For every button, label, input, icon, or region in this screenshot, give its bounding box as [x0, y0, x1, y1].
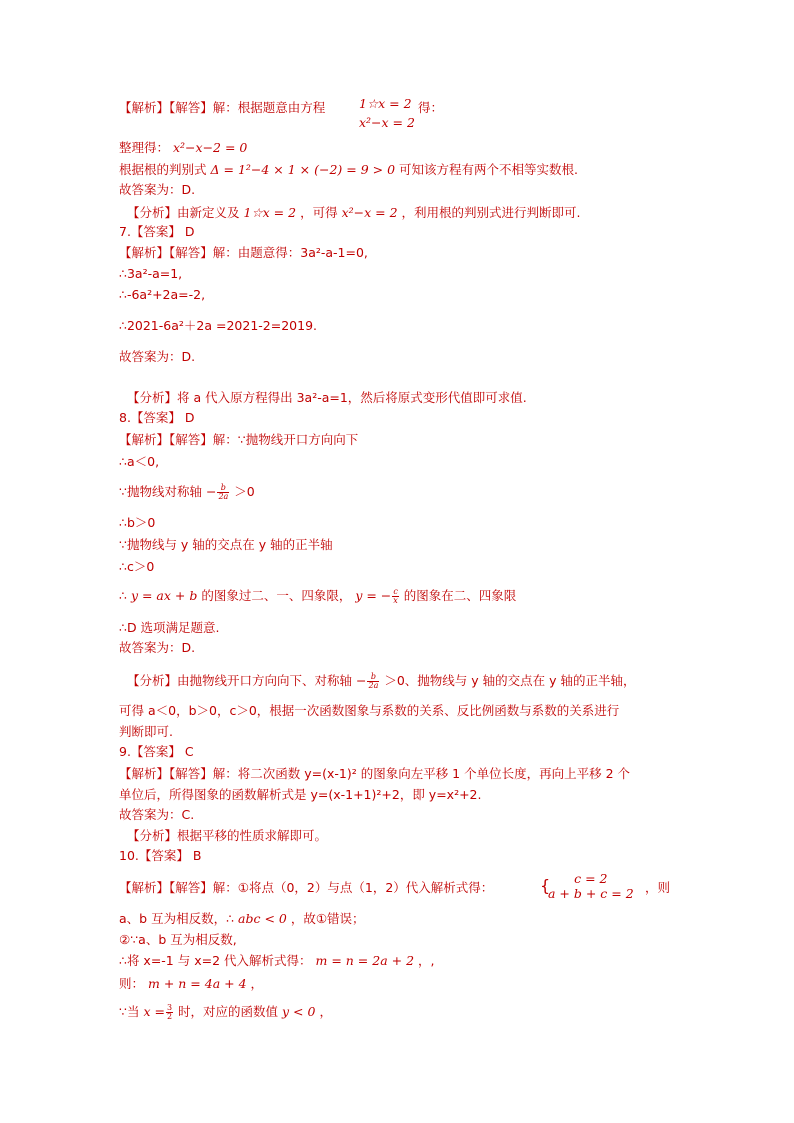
q8-step2-frac [217, 484, 229, 501]
q8-fenxi-lead: 【分析】由抛物线开口方向向下、对称轴 [127, 673, 353, 688]
q8-answer-head: 8.【答案】 D [119, 410, 195, 425]
q7-answer-head: 7.【答案】 D [119, 224, 195, 239]
q6-fenxi-line [127, 205, 581, 221]
q6-analysis-line [119, 100, 325, 116]
q6-fenxi-eq1: 1☆x = 2 [243, 205, 297, 220]
q8-step6-line [119, 588, 516, 605]
q9-answer-line: 故答案为：C. [119, 807, 195, 822]
q10-line4-end: ，, [418, 953, 435, 968]
q6-fenxi-eq2: x²−x = 2 [341, 205, 398, 220]
q8-fenxi-frac [367, 673, 379, 690]
q8-step2-end: ＞0 [234, 484, 255, 499]
q8-step4: ∵抛物线与 y 轴的交点在 y 轴的正半轴 [119, 537, 333, 552]
q10-line2-end: ，故①错误； [290, 911, 365, 926]
q8-step2-frac-num: b [217, 484, 229, 493]
q6-analysis-end: 得： [418, 100, 444, 115]
q10-line4 [119, 953, 435, 969]
q10-line5-lead: 则： [119, 976, 145, 991]
q6-eq-top: 1☆x = 2 [359, 96, 412, 111]
q8-step2-lead: ∵抛物线对称轴 [119, 484, 202, 499]
q8-step3: ∴b＞0 [119, 515, 156, 530]
q10-line6-lead: ∵当 [119, 1004, 140, 1019]
q8-fenxi-line3: 判断即可. [119, 724, 173, 739]
q10-sys-top: c = 2 [574, 871, 608, 886]
q6-fenxi-lead: 【分析】由新定义及 [127, 205, 240, 220]
q10-line6-frac [166, 1004, 173, 1021]
q10-line6-frac-den: 2 [166, 1012, 173, 1021]
q10-line6-frac-num: 3 [166, 1003, 173, 1012]
q6-disc-lead: 根据根的判别式 [119, 162, 207, 177]
q10-line2-eq: abc < 0 [238, 911, 287, 926]
q10-line4-lead: ∴将 x=-1 与 x=2 代入解析式得： [119, 953, 312, 968]
q8-step1: ∴a＜0, [119, 454, 160, 469]
q8-step6-lead: ∴ [119, 588, 127, 603]
q8-fenxi-end: ＞0、抛物线与 y 轴的交点在 y 轴的正半轴， [384, 673, 636, 688]
q9-analysis-line2: 单位后，所得图象的函数解析式是 y=(x-1+1)²+2，即 y=x²+2. [119, 787, 482, 802]
q6-tidy-eq: x²−x−2 = 0 [173, 140, 248, 155]
q8-step6-frac-den: x [393, 596, 398, 605]
q10-analysis-end: ，则 [645, 880, 671, 895]
q8-step6-end: 的图象在二、四象限 [403, 588, 517, 603]
q10-line2-lead: a、b 互为相反数，∴ [119, 911, 235, 926]
q10-line5-end: ， [250, 976, 264, 991]
q7-step3: ∴2021-6a²＋2a =2021-2=2019. [119, 318, 317, 333]
q10-equation-system [548, 871, 634, 901]
q6-eq-bottom: x²−x = 2 [359, 115, 415, 130]
q8-step7: ∴D 选项满足题意. [119, 620, 220, 635]
q10-sys-bottom: a + b + c = 2 [548, 886, 634, 901]
q8-step6-frac-num: c [393, 587, 398, 596]
q10-answer-head: 10.【答案】 B [119, 848, 202, 863]
q6-equation-system [359, 96, 415, 130]
q8-step2-frac-den: 2a [218, 492, 229, 501]
q8-fenxi-frac-num: b [367, 673, 379, 682]
q6-tidy-line [119, 140, 247, 156]
q8-step5: ∴c＞0 [119, 559, 155, 574]
q10-line6-mid: 时，对应的函数值 [178, 1004, 279, 1019]
q6-disc-end: 可知该方程有两个不相等实数根. [399, 162, 579, 177]
q8-step6-frac [392, 588, 399, 605]
q6-fenxi-mid: ，可得 [300, 205, 338, 220]
q7-analysis-lead: 【解析】【解答】解：由题意得：3a²-a-1=0, [119, 245, 368, 260]
q10-line6-eq-lhs: x = [143, 1004, 165, 1019]
q7-step1: ∴3a²-a=1, [119, 266, 183, 281]
q7-answer-line: 故答案为：D. [119, 349, 196, 364]
minus-sign: − [205, 484, 217, 499]
q8-step6-eq1: y = ax + b [130, 588, 198, 603]
q6-fenxi-end: ，利用根的判别式进行判断即可. [401, 205, 581, 220]
q9-analysis-line1: 【解析】【解答】解：将二次函数 y=(x-1)² 的图象向左平移 1 个单位长度，再向上平移 2 个 [119, 766, 630, 781]
q9-answer-head: 9.【答案】 C [119, 744, 194, 759]
q8-fenxi-frac-den: 2a [368, 681, 379, 690]
minus-sign: − [356, 673, 367, 688]
q8-step6-eq2-lhs: y = − [355, 588, 392, 603]
q8-step2-line [119, 484, 255, 501]
q10-line6-end: ， [319, 1004, 332, 1019]
q10-line3: ②∵a、b 互为相反数, [119, 932, 237, 947]
q10-line2 [119, 911, 365, 927]
q6-answer-line: 故答案为：D. [119, 182, 196, 197]
q10-line6 [119, 1004, 332, 1021]
q7-fenxi: 【分析】将 a 代入原方程得出 3a²-a=1，然后将原式变形代值即可求值. [127, 390, 527, 405]
q7-step2: ∴-6a²+2a=-2, [119, 287, 206, 302]
q10-line6-eq2: y < 0 [282, 1004, 316, 1019]
q8-fenxi-line1 [127, 673, 635, 690]
q6-disc-line [119, 162, 578, 178]
q8-fenxi-line2: 可得 a＜0，b＞0，c＞0，根据一次函数图象与系数的关系、反比例函数与系数的关系进行 [119, 703, 620, 718]
q9-fenxi: 【分析】根据平移的性质求解即可。 [127, 828, 328, 843]
q10-line5 [119, 976, 263, 992]
q10-analysis-lead: 【解析】【解答】解：①将点（0，2）与点（1，2）代入解析式得： [119, 880, 494, 895]
q10-line4-eq: m = n = 2a + 2 [315, 953, 415, 968]
q6-tidy-label: 整理得： [119, 140, 170, 155]
q8-step6-mid: 的图象过二、一、四象限， [201, 588, 352, 603]
q10-brace: { [540, 876, 551, 895]
q10-line5-eq: m + n = 4a + 4 [148, 976, 247, 991]
q8-answer-line: 故答案为：D. [119, 640, 196, 655]
q6-disc-eq: Δ = 1²−4 × 1 × (−2) = 9 > 0 [210, 162, 396, 177]
q6-analysis-lead: 【解析】【解答】解：根据题意由方程 [119, 100, 326, 115]
q8-analysis-lead: 【解析】【解答】解：∵抛物线开口方向向下 [119, 432, 359, 447]
